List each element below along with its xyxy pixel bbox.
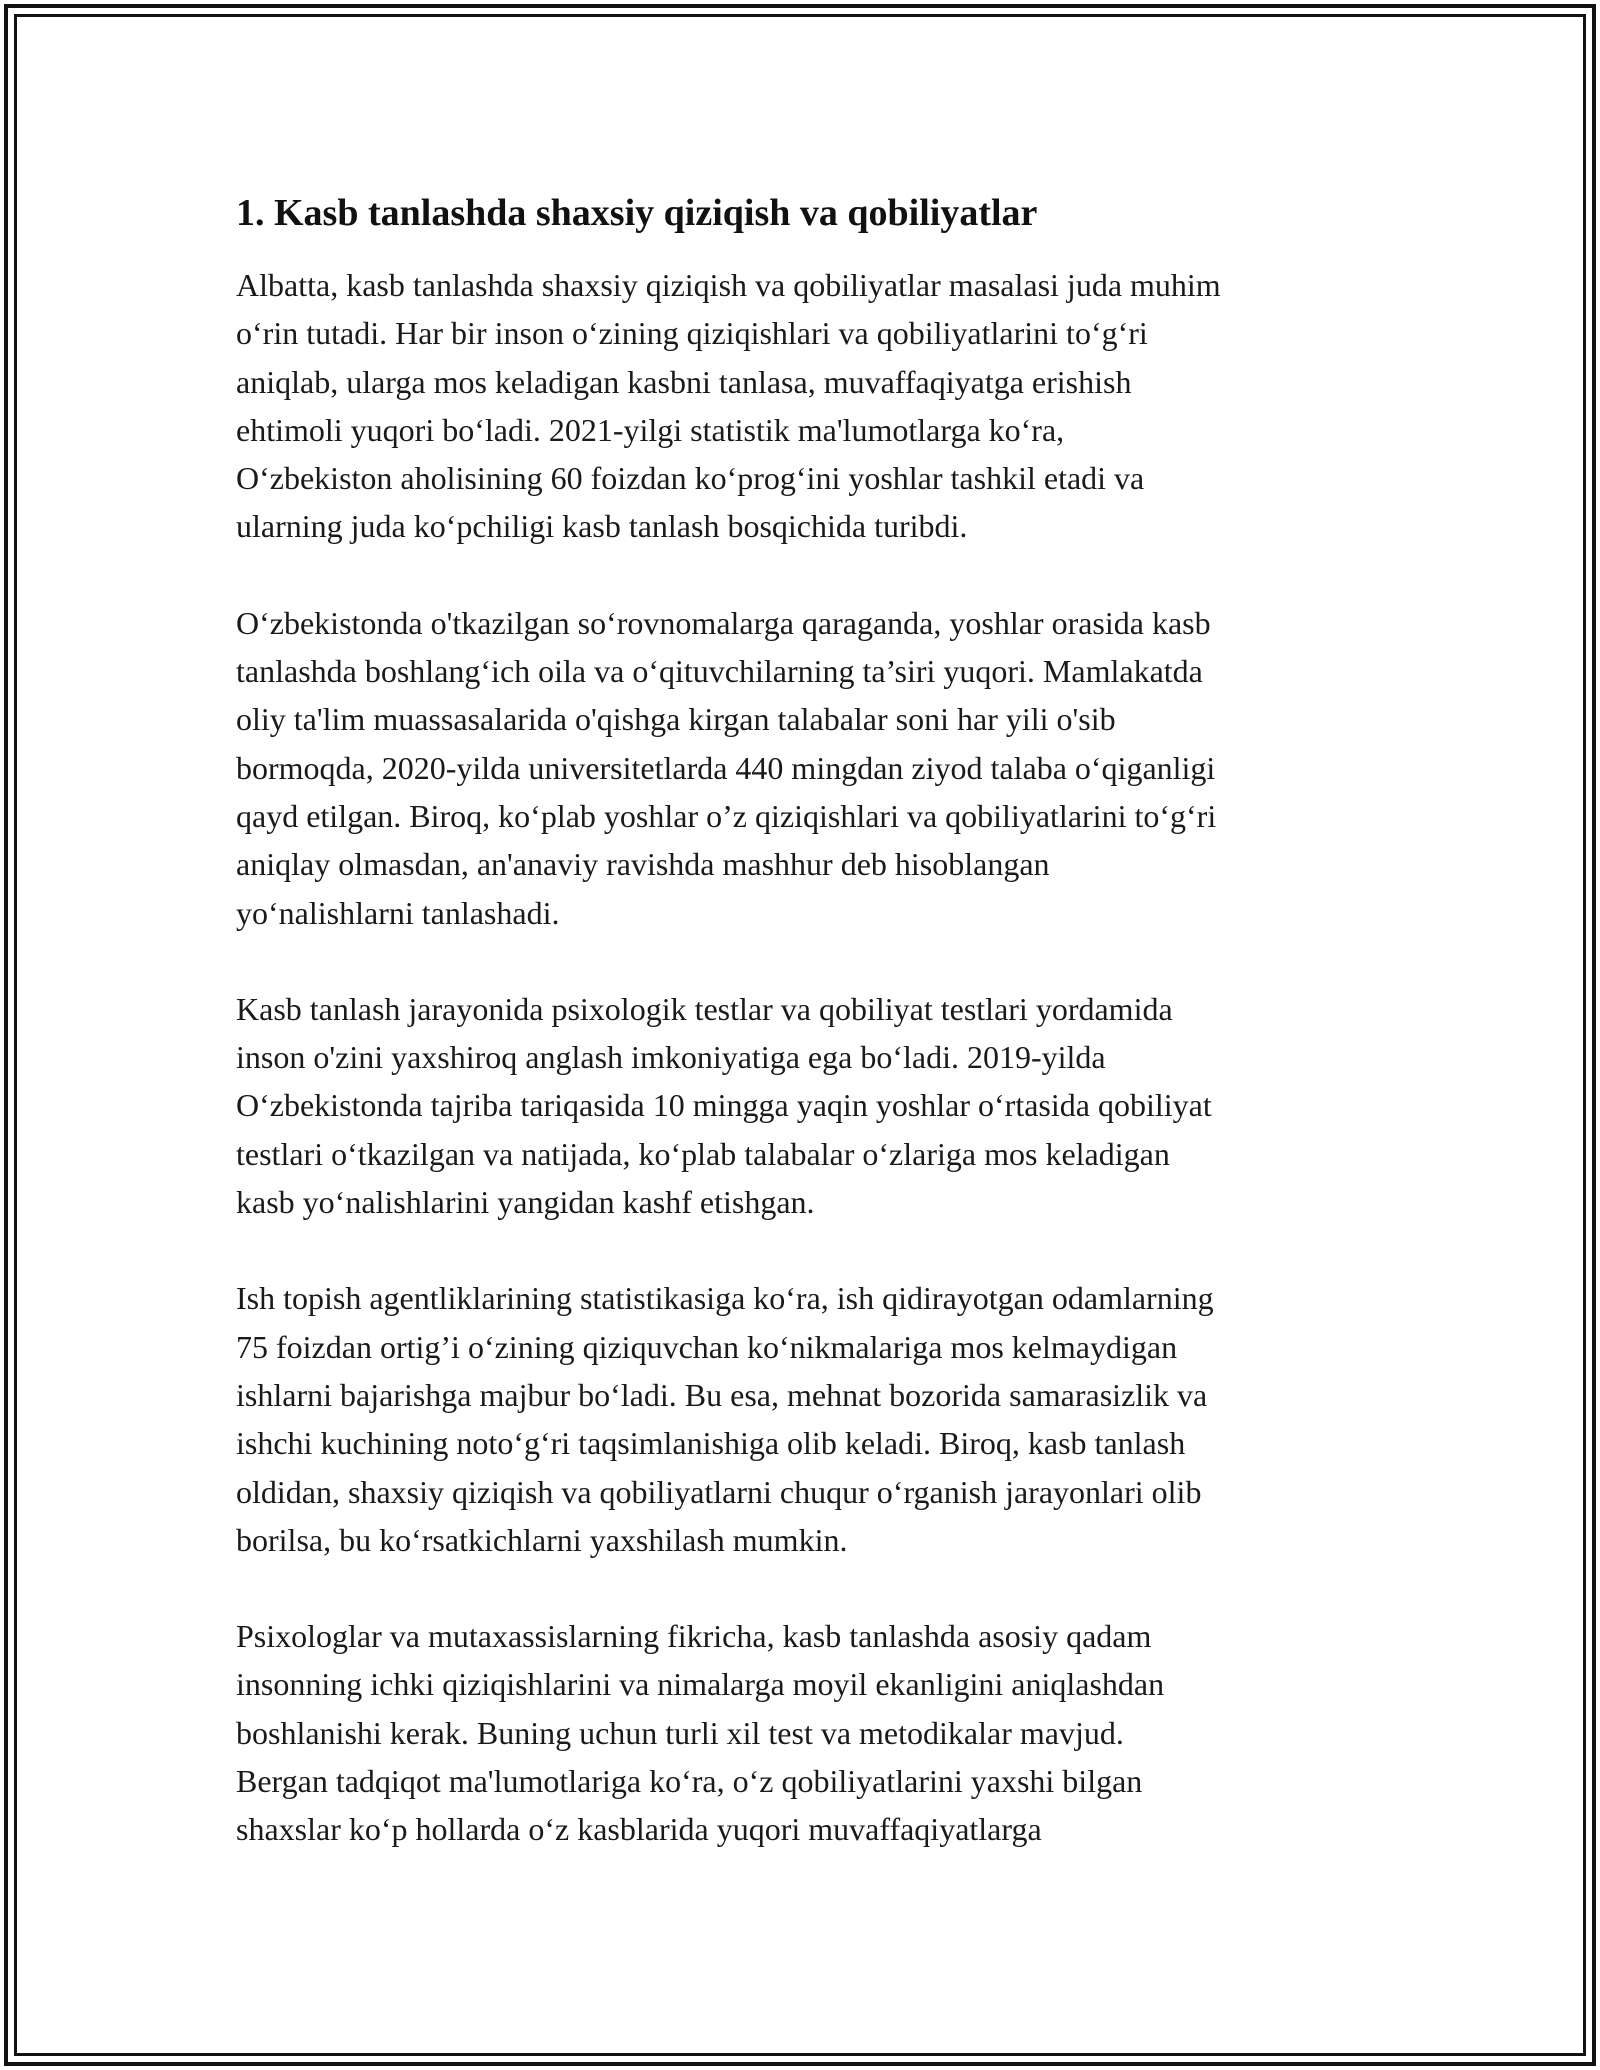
text-line: o‘rin tutadi. Har bir inson o‘zining qiziqishlari va qobiliyatlarini to‘g‘ri [236,315,1148,352]
section-heading: 1. Kasb tanlashda shaxsiy qiziqish va qobiliyatlar [236,192,1038,234]
text-line: yo‘nalishlarni tanlashadi. [236,894,560,931]
paragraph-2 [236,599,1396,937]
text-line: aniqlab, ularga mos keladigan kasbni tanlasa, muvaffaqiyatga erishish [236,363,1132,400]
text-line: ehtimoli yuqori bo‘ladi. 2021-yilgi statistik ma'lumotlarga ko‘ra, [236,411,1065,448]
text-line: oliy ta'lim muassasalarida o'qishga kirgan talabalar soni har yili o'sib [236,701,1116,738]
text-line: ularning juda ko‘pchiligi kasb tanlash bosqichida turibdi. [236,508,968,545]
document-body [236,185,1396,1902]
text-line: O‘zbekistonda o'tkazilgan so‘rovnomalarga qaraganda, yoshlar orasida kasb [236,604,1211,641]
text-line: testlari o‘tkazilgan va natijada, ko‘plab talabalar o‘zlariga mos keladigan [236,1135,1170,1172]
text-line: ishlarni bajarishga majbur bo‘ladi. Bu esa, mehnat bozorida samarasizlik va [236,1376,1208,1413]
text-line: oldidan, shaxsiy qiziqish va qobiliyatlarni chuqur o‘rganish jarayonlari olib [236,1473,1202,1510]
text-line: tanlashda boshlang‘ich oila va o‘qituvchilarning ta’siri yuqori. Mamlakatda [236,653,1203,690]
text-line: shaxslar ko‘p hollarda o‘z kasblarida yuqori muvaffaqiyatlarga [236,1811,1042,1848]
text-line: kasb yo‘nalishlarini yangidan kashf etishgan. [236,1184,815,1221]
paragraph-4 [236,1274,1396,1564]
text-line: O‘zbekistonda tajriba tariqasida 10 mingga yaqin yoshlar o‘rtasida qobiliyat [236,1087,1212,1124]
paragraph-1 [236,261,1396,551]
text-line: ishchi kuchining noto‘g‘ri taqsimlanishiga olib keladi. Biroq, kasb tanlash [236,1425,1186,1462]
text-line: Psixologlar va mutaxassislarning fikricha, kasb tanlashda asosiy qadam [236,1618,1152,1655]
text-line: Ish topish agentliklarining statistikasiga ko‘ra, ish qidirayotgan odamlarning [236,1280,1214,1317]
text-line: O‘zbekiston aholisining 60 foizdan ko‘prog‘ini yoshlar tashkil etadi va [236,460,1145,497]
text-line: Albatta, kasb tanlashda shaxsiy qiziqish va qobiliyatlar masalasi juda muhim [236,267,1221,303]
text-line: borilsa, bu ko‘rsatkichlarni yaxshilash mumkin. [236,1521,848,1558]
text-line: inson o'zini yaxshiroq anglash imkoniyatiga ega bo‘ladi. 2019-yilda [236,1039,1106,1076]
text-line: 75 foizdan ortig’i o‘zining qiziquvchan ko‘nikmalariga mos kelmaydigan [236,1328,1178,1365]
text-line: Bergan tadqiqot ma'lumotlariga ko‘ra, o‘z qobiliyatlarini yaxshi bilgan [236,1763,1143,1800]
text-line: bormoqda, 2020-yilda universitetlarda 440 mingdan ziyod talaba o‘qiganligi [236,749,1216,786]
paragraph-3 [236,985,1396,1226]
text-line: Kasb tanlash jarayonida psixologik testlar va qobiliyat testlari yordamida [236,990,1173,1027]
paragraph-5 [236,1612,1396,1853]
text-line: aniqlay olmasdan, an'anaviy ravishda mashhur deb hisoblangan [236,846,1050,883]
text-line: qayd etilgan. Biroq, ko‘plab yoshlar o’z qiziqishlari va qobiliyatlarini to‘g‘ri [236,797,1217,834]
text-line: insonning ichki qiziqishlarini va nimalarga moyil ekanligini aniqlashdan [236,1666,1165,1703]
text-line: boshlanishi kerak. Buning uchun turli xil test va metodikalar mavjud. [236,1714,1124,1751]
